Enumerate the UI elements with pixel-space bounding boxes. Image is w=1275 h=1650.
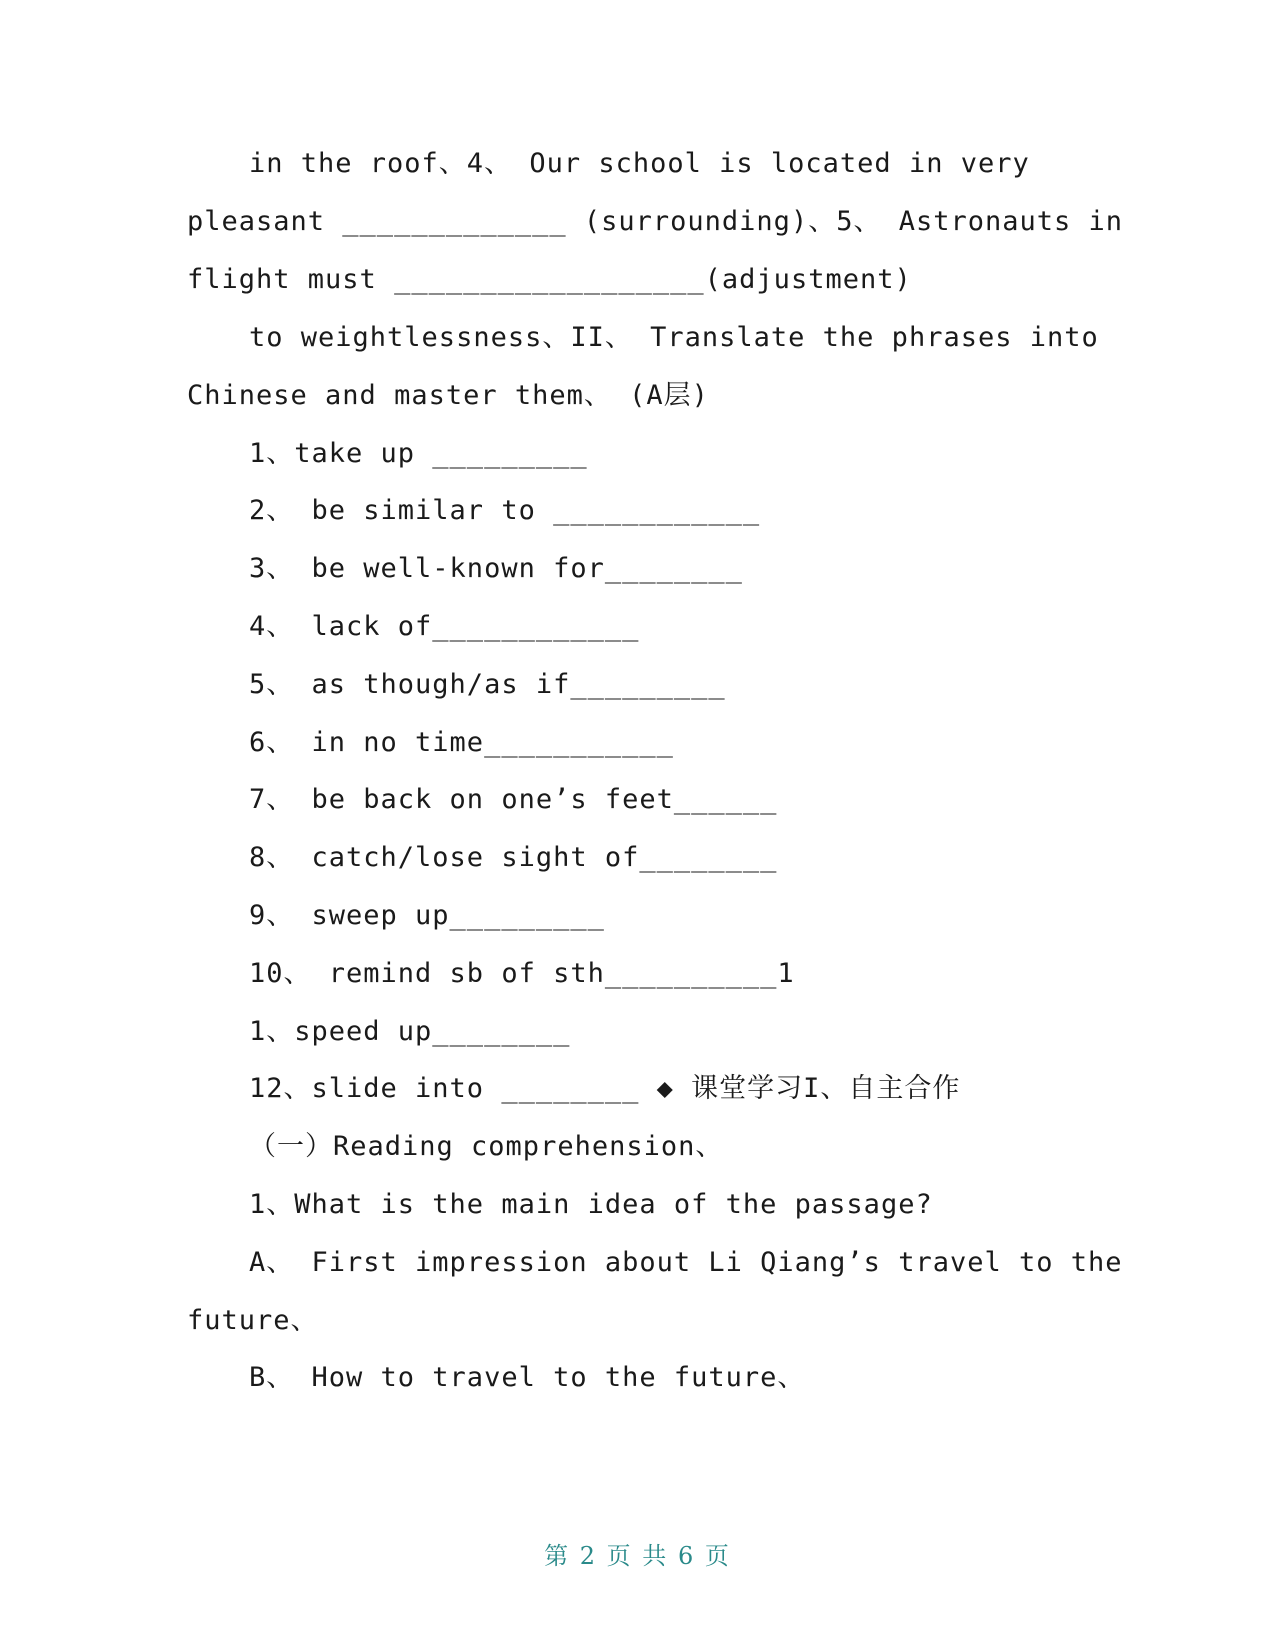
text-line: pleasant _____________ (surrounding)、5、 Astronauts in bbox=[187, 206, 1124, 237]
phrase-item: 7、 be back on one’s feet______ bbox=[249, 784, 778, 815]
page-number-footer: 第 2 页 共 6 页 bbox=[544, 1542, 731, 1570]
answer-option-continued: future、 bbox=[187, 1305, 319, 1336]
question-text: 1、What is the main idea of the passage? bbox=[249, 1189, 933, 1220]
text-line: in the roof、4、 Our school is located in very bbox=[249, 148, 1030, 179]
text-line: to weightlessness、II、 Translate the phrases into bbox=[249, 322, 1099, 353]
phrase-item: 12、slide into ________ ◆ 课堂学习I、自主合作 bbox=[249, 1073, 961, 1104]
phrase-item: 1、take up _________ bbox=[249, 438, 588, 469]
phrase-item: 10、 remind sb of sth__________1 bbox=[249, 958, 795, 989]
phrase-item: 3、 be well-known for________ bbox=[249, 553, 743, 584]
phrase-item: 4、 lack of____________ bbox=[249, 611, 640, 642]
phrase-item: 5、 as though/as if_________ bbox=[249, 669, 726, 700]
section-heading: （一）Reading comprehension、 bbox=[249, 1131, 724, 1162]
answer-option: A、 First impression about Li Qiang’s travel to the bbox=[249, 1247, 1123, 1278]
phrase-item: 2、 be similar to ____________ bbox=[249, 495, 761, 526]
phrase-item: 1、speed up________ bbox=[249, 1016, 571, 1047]
text-line: Chinese and master them、 (A层) bbox=[187, 380, 709, 411]
answer-option: B、 How to travel to the future、 bbox=[249, 1362, 806, 1393]
phrase-item: 9、 sweep up_________ bbox=[249, 900, 605, 931]
phrase-item: 8、 catch/lose sight of________ bbox=[249, 842, 778, 873]
phrase-item: 6、 in no time___________ bbox=[249, 727, 674, 758]
text-line: flight must __________________(adjustment) bbox=[187, 264, 912, 295]
